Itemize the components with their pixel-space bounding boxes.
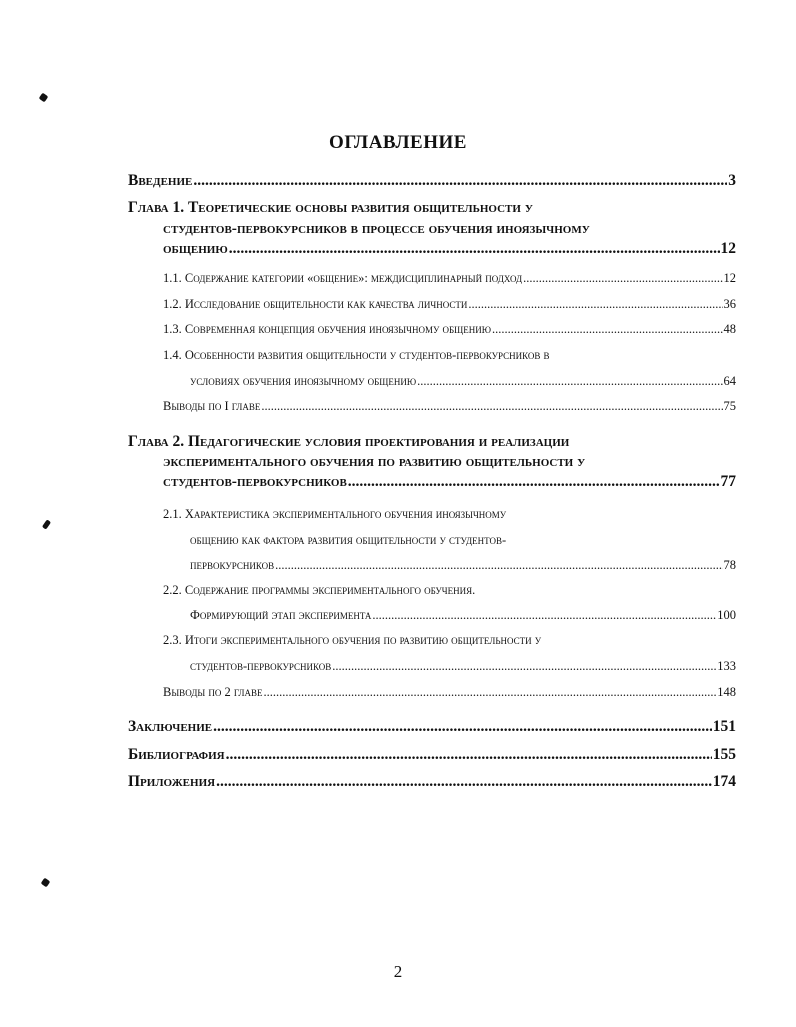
toc-page: 64 (723, 374, 736, 388)
toc-page: 12 (720, 240, 736, 257)
leader-dots (523, 271, 722, 286)
leader-dots (275, 558, 722, 573)
toc-label: студентов-первокурсников (163, 473, 347, 490)
scan-mark (42, 519, 51, 529)
leader-dots (213, 718, 712, 736)
section-2-3-title-line: 2.3. Итоги экспериментального обучения по развитию общительности у (163, 633, 542, 647)
toc-entry-conclusions-1[interactable] (163, 399, 736, 414)
toc-label: Библиография (128, 746, 225, 763)
scan-mark (41, 878, 51, 888)
toc-label: Приложения (128, 773, 216, 790)
toc-page: 36 (723, 297, 736, 311)
toc-label: 1.1. Содержание категории «общение»: междисциплинарный подход (163, 271, 523, 285)
toc-entry-chapter1[interactable] (163, 240, 736, 258)
leader-dots (263, 685, 716, 700)
toc-label: 1.3. Современная концепция обучения иноязычному общению (163, 322, 491, 336)
toc-label: Формирующий этап эксперимента (190, 608, 372, 622)
toc-page: 133 (717, 659, 736, 673)
toc-page: 77 (720, 473, 736, 490)
toc-entry-section-1-2[interactable] (163, 297, 736, 312)
section-2-1-title-line: 2.1. Характеристика экспериментального обучения иноязычному (163, 507, 507, 521)
chapter1-title-line: Глава 1. Теоретические основы развития общительности у (128, 199, 533, 216)
chapter2-title-line: Глава 2. Педагогические условия проектирования и реализации (128, 433, 570, 450)
leader-dots (216, 773, 712, 791)
toc-entry-chapter2[interactable] (163, 473, 736, 491)
toc-label: студентов-первокурсников (190, 659, 332, 673)
toc-label: Выводы по I главе (163, 399, 261, 413)
scan-mark (39, 93, 49, 103)
leader-dots (372, 608, 716, 623)
toc-entry-section-1-1[interactable] (163, 271, 736, 286)
toc-label: общению (163, 240, 228, 257)
page-title: ОГЛАВЛЕНИЕ (329, 132, 467, 153)
toc-entry-conclusion[interactable] (128, 718, 736, 736)
toc-page: 151 (712, 718, 736, 735)
section-2-1-title-line: общению как фактора развития общительности у студентов- (190, 533, 507, 547)
toc-entry-intro[interactable] (128, 172, 736, 190)
toc-label: Выводы по 2 главе (163, 685, 263, 699)
toc-page: 75 (723, 399, 736, 413)
leader-dots (468, 297, 722, 312)
toc-page: 155 (712, 746, 736, 763)
chapter2-title-line: экспериментального обучения по развитию общительности у (163, 453, 586, 470)
leader-dots (492, 322, 723, 337)
leader-dots (229, 240, 720, 258)
toc-label: 1.2. Исследование общительности как качества личности (163, 297, 468, 311)
toc-entry-section-2-2[interactable] (190, 608, 736, 623)
toc-label: Введение (128, 172, 193, 189)
toc-label: условиях обучения иноязычному общению (190, 374, 417, 388)
toc-label: Заключение (128, 718, 213, 735)
toc-entry-bibliography[interactable] (128, 746, 736, 764)
toc-page: 100 (717, 608, 736, 622)
toc-label: первокурсников (190, 558, 275, 572)
leader-dots (417, 374, 722, 389)
leader-dots (193, 172, 727, 190)
chapter1-title-line: студентов-первокурсников в процессе обучения иноязычному (163, 220, 590, 237)
toc-entry-section-2-3[interactable] (190, 659, 736, 674)
toc-page: 3 (728, 172, 736, 189)
leader-dots (261, 399, 722, 414)
toc-entry-section-1-4[interactable] (190, 374, 736, 389)
toc-entry-conclusions-2[interactable] (163, 685, 736, 700)
toc-page: 148 (717, 685, 736, 699)
toc-page: 12 (723, 271, 736, 285)
toc-entry-section-1-3[interactable] (163, 322, 736, 337)
toc-page: 174 (712, 773, 736, 790)
section-2-2-title-line: 2.2. Содержание программы экспериментального обучения. (163, 583, 476, 597)
leader-dots (348, 473, 720, 491)
toc-entry-appendices[interactable] (128, 773, 736, 791)
leader-dots (226, 746, 712, 764)
page-number: 2 (393, 962, 403, 981)
toc-entry-section-2-1[interactable] (190, 558, 736, 573)
leader-dots (332, 659, 716, 674)
toc-page: 78 (723, 558, 736, 572)
section-1-4-title-line: 1.4. Особенности развития общительности у студентов-первокурсников в (163, 348, 550, 362)
toc-page: 48 (723, 322, 736, 336)
